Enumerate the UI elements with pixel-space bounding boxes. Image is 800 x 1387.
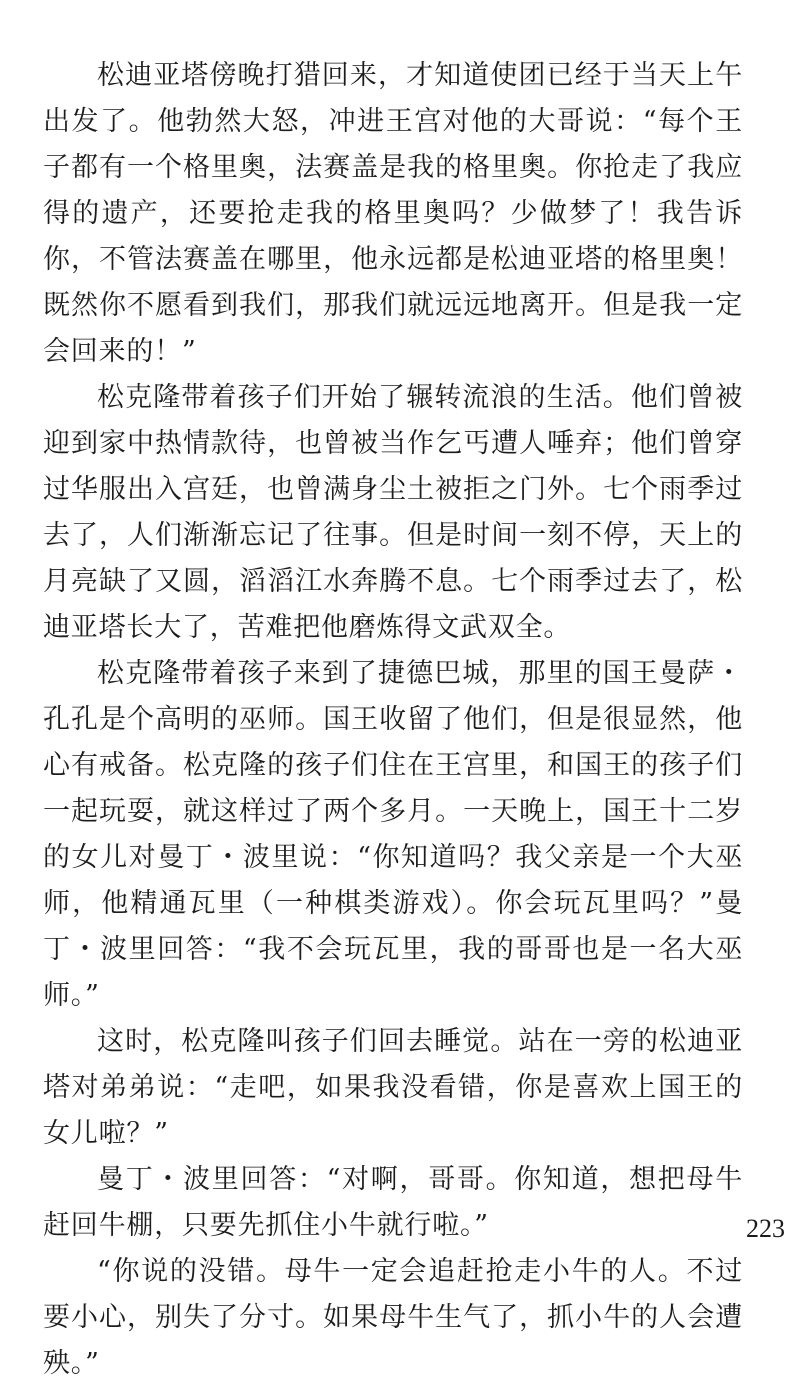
paragraph-6: “你说的没错。母牛一定会追赶抢走小牛的人。不过要小心，别失了分寸。如果母牛生气了，抓小牛的人会遭殃。” xyxy=(43,1256,743,1379)
page-number: 223 xyxy=(746,1214,785,1243)
paragraph-1: 松迪亚塔傍晚打猎回来，才知道使团已经于当天上午出发了。他勃然大怒，冲进王宫对他的大哥说：“每个王子都有一个格里奥，法赛盖是我的格里奥。你抢走了我应得的遗产，还要抢走我的格里奥吗？少做梦了！我告诉你，不管法赛盖在哪里，他永远都是松迪亚塔的格里奥！既然你不愿看到我们，那我们就远远地离开。但是我一定会回来的！” xyxy=(43,60,743,367)
paragraph-2: 松克隆带着孩子们开始了辗转流浪的生活。他们曾被迎到家中热情款待，也曾被当作乞丐遭人唾弃；他们曾穿过华服出入宫廷，也曾满身尘土被拒之门外。七个雨季过去了，人们渐渐忘记了往事。但是时间一刻不停，天上的月亮缺了又圆，滔滔江水奔腾不息。七个雨季过去了，松迪亚塔长大了，苦难把他磨炼得文武双全。 xyxy=(43,382,743,643)
paragraph-4: 这时，松克隆叫孩子们回去睡觉。站在一旁的松迪亚塔对弟弟说：“走吧，如果我没看错，你是喜欢上国王的女儿啦？” xyxy=(43,1026,743,1149)
paragraph-3: 松克隆带着孩子来到了捷德巴城，那里的国王曼萨・孔孔是个高明的巫师。国王收留了他们，但是很显然，他心有戒备。松克隆的孩子们住在王宫里，和国王的孩子们一起玩耍，就这样过了两个多月。一天晚上，国王十二岁的女儿对曼丁・波里说：“你知道吗？我父亲是一个大巫师，他精通瓦里（一种棋类游戏）。你会玩瓦里吗？”曼丁・波里回答：“我不会玩瓦里，我的哥哥也是一名大巫师。” xyxy=(43,658,743,1011)
book-page xyxy=(43,0,743,1379)
paragraph-5: 曼丁・波里回答：“对啊，哥哥。你知道，想把母牛赶回牛棚，只要先抓住小牛就行啦。” xyxy=(43,1164,743,1241)
body-text xyxy=(43,53,743,1387)
